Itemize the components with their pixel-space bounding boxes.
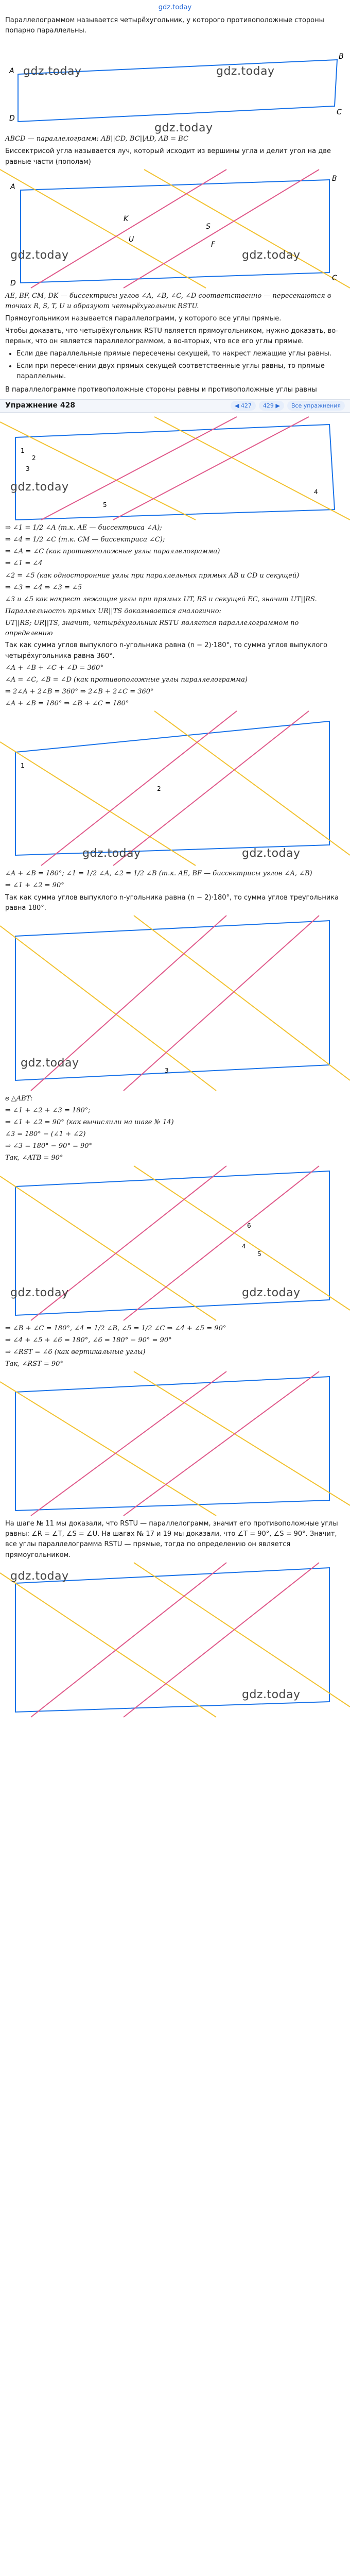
solution-line: ∠A + ∠B = 180° ⇒ ∠B + ∠C = 180° — [5, 700, 129, 708]
watermark: gdz.today — [21, 1056, 79, 1070]
intro-p7: В параллелограмме противоположные стороны равны и противоположные углы равны — [5, 385, 317, 394]
solution-line: ⇒ 2∠A + 2∠B = 360° ⇒ 2∠B + 2∠C = 360° — [5, 687, 154, 696]
solution-line: в △ABT: — [5, 1094, 33, 1103]
solution-line: ⇒ ∠3 = ∠4 ⇒ ∠3 = ∠5 — [5, 583, 82, 591]
figure-rectangle-rstu — [0, 1371, 350, 1516]
solution-line: ∠A + ∠B + ∠C + ∠D = 360° — [5, 664, 103, 672]
solution-line: ∠A = ∠C, ∠B = ∠D (как противоположные углы параллелограмма) — [5, 675, 248, 684]
svg-text:2: 2 — [157, 785, 161, 793]
theorem-list — [0, 349, 350, 381]
exercise-title: Упражнение 428 — [5, 401, 76, 410]
svg-text:5: 5 — [257, 1250, 261, 1258]
solution-line: ⇒ ∠B + ∠C = 180°, ∠4 = 1/2 ∠B, ∠5 = 1/2 ∠C ⇒ ∠4 + ∠5 = 90° — [5, 1324, 226, 1332]
svg-text:A: A — [10, 182, 15, 191]
angles-2-svg — [0, 711, 350, 866]
figure-angles-456 — [0, 1166, 350, 1320]
bisectors-svg — [0, 170, 350, 288]
all-exercises-button[interactable]: Все упражнения — [287, 401, 345, 411]
solution-line: ⇒ ∠1 + ∠2 + ∠3 = 180°; — [5, 1106, 91, 1114]
svg-text:3: 3 — [26, 465, 30, 472]
svg-text:1: 1 — [21, 762, 25, 770]
watermark: gdz.today — [154, 122, 213, 135]
solution-line: ⇒ ∠1 + ∠2 = 90° — [5, 882, 64, 890]
solution-line: ∠3 и ∠5 как накрест лежащие углы при прямых UT, RS и секущей EC, значит UT||RS. — [5, 595, 317, 603]
svg-text:C: C — [337, 108, 342, 117]
solution-line: ⇒ ∠1 = 1/2 ∠A (т.к. AE — биссектриса ∠A); — [5, 523, 162, 532]
solution-line: ⇒ ∠1 = ∠4 — [5, 560, 43, 568]
svg-text:K: K — [124, 214, 129, 223]
svg-text:D: D — [10, 279, 16, 287]
exercise-header — [0, 399, 350, 413]
list-item: • Если две параллельные прямые пересечены секущей, то накрест лежащие углы равны. — [16, 349, 350, 359]
intro-p4: AE, BF, CM, DK — биссектрисы углов ∠A, ∠B, ∠C, ∠D соответственно — пересекаются в точках R, S, T, U и образуют четырёхугольник RSTU. — [5, 292, 331, 310]
prev-exercise-button[interactable]: ◀ 427 — [231, 401, 256, 411]
svg-text:S: S — [206, 222, 211, 231]
angles-svg — [0, 417, 350, 520]
svg-text:U: U — [129, 235, 134, 244]
top-bar — [0, 0, 350, 15]
svg-text:D: D — [9, 114, 15, 123]
intro-p5: Прямоугольником называется параллелограмм, у которого все углы прямые. — [5, 314, 282, 323]
svg-text:2: 2 — [32, 454, 36, 462]
solution-line: Так, ∠ATB = 90° — [5, 1154, 63, 1162]
watermark: gdz.today — [10, 1569, 69, 1583]
intro-p2: ABCD — параллелограмм: AB||CD, BC||AD, AB = BC — [5, 135, 188, 143]
solution-line: Так как сумма углов выпуклого n-угольника равна (n − 2)·180°, то сумма углов выпуклого четырёхугольника равна 360°. — [5, 641, 328, 660]
svg-text:F: F — [211, 240, 216, 249]
figure-final — [0, 1563, 350, 1717]
solution-line: ⇒ ∠A = ∠C (как противоположные углы параллелограмма) — [5, 548, 220, 556]
watermark: gdz.today — [10, 248, 69, 262]
solution-line: Так как сумма углов выпуклого n-угольника равна (n − 2)·180°, то сумма углов треугольника равна 180°. — [5, 893, 339, 912]
solution-line: ∠2 = ∠5 (как односторонние углы при параллельных прямых AB и CD и секущей) — [5, 571, 300, 580]
svg-text:B: B — [332, 174, 337, 183]
solution-line: ⇒ ∠3 = 180° − 90° = 90° — [5, 1142, 93, 1150]
solution-line: Параллельность прямых UR||TS доказывается аналогично: — [5, 607, 221, 615]
svg-text:A: A — [9, 67, 14, 76]
solution-line: ∠3 = 180° − (∠1 + ∠2) — [5, 1130, 86, 1139]
solution-line: ∠A + ∠B = 180°; ∠1 = 1/2 ∠A, ∠2 = 1/2 ∠B (т.к. AE, BF — биссектрисы углов ∠A, ∠B) — [5, 870, 312, 878]
watermark: gdz.today — [23, 65, 82, 78]
svg-text:3: 3 — [165, 1066, 169, 1074]
watermark: gdz.today — [10, 480, 69, 494]
watermark: gdz.today — [10, 1286, 69, 1299]
rectangle-rstu-svg — [0, 1371, 350, 1516]
solution-line: ⇒ ∠4 = 1/2 ∠C (т.к. CM — биссектриса ∠C); — [5, 536, 165, 544]
watermark: gdz.today — [242, 248, 301, 262]
figure-bisectors — [0, 170, 350, 288]
watermark: gdz.today — [242, 1286, 301, 1299]
intro-p1: Параллелограммом называется четырёхугольник, у которого противоположные стороны попарно параллельны. — [5, 16, 324, 35]
intro-p3: Биссектрисой угла называется луч, который исходит из вершины угла и делит угол на две равные части (пополам) — [5, 147, 331, 166]
svg-text:4: 4 — [314, 488, 318, 496]
figure-angles-2 — [0, 711, 350, 866]
watermark: gdz.today — [216, 65, 275, 78]
figure-parallelogram — [0, 38, 350, 123]
solution-line: ⇒ ∠4 + ∠5 + ∠6 = 180°, ∠6 = 180° − 90° = 90° — [5, 1336, 172, 1344]
svg-text:C: C — [332, 274, 337, 282]
solution-line: ⇒ ∠1 + ∠2 = 90° (как вычислили на шаге № 14) — [5, 1118, 174, 1127]
svg-text:1: 1 — [21, 447, 25, 454]
list-item: • Если при пересечении двух прямых секущей соответственные углы равны, то прямые параллельны. — [16, 361, 350, 382]
intro-p6: Чтобы доказать, что четырёхугольник RSTU является прямоугольником, нужно доказать, во-первых, что он является параллелограммом, а во-вторых, что все его углы прямые. — [5, 327, 338, 346]
svg-text:B: B — [339, 53, 344, 61]
solution-line: UT||RS; UR||TS, значит, четырёхугольник RSTU является параллелограммом по определению — [5, 619, 299, 638]
figure-triangle-abt — [0, 916, 350, 1091]
watermark: gdz.today — [242, 1688, 301, 1701]
solution-line: ⇒ ∠RST = ∠6 (как вертикальные углы) — [5, 1348, 146, 1356]
watermark: gdz.today — [82, 847, 141, 860]
figure-angles-1 — [0, 417, 350, 520]
site-link[interactable]: gdz.today — [158, 3, 192, 11]
solution-line: Так, ∠RST = 90° — [5, 1360, 63, 1368]
svg-text:6: 6 — [247, 1222, 251, 1229]
watermark: gdz.today — [242, 847, 301, 860]
next-exercise-button[interactable]: 429 ▶ — [259, 401, 284, 411]
solution-line: На шаге № 11 мы доказали, что RSTU — параллелограмм, значит его противоположные углы равны: ∠R = ∠T, ∠S = ∠U. На шагах № 17 и 19 мы доказали, что ∠T = 90°, ∠S = 90°. Значит, все углы параллелограмма RSTU — прямые, тогда по определению он является прямоугольником. — [5, 1520, 338, 1559]
svg-text:5: 5 — [103, 501, 107, 509]
svg-text:4: 4 — [242, 1242, 246, 1250]
